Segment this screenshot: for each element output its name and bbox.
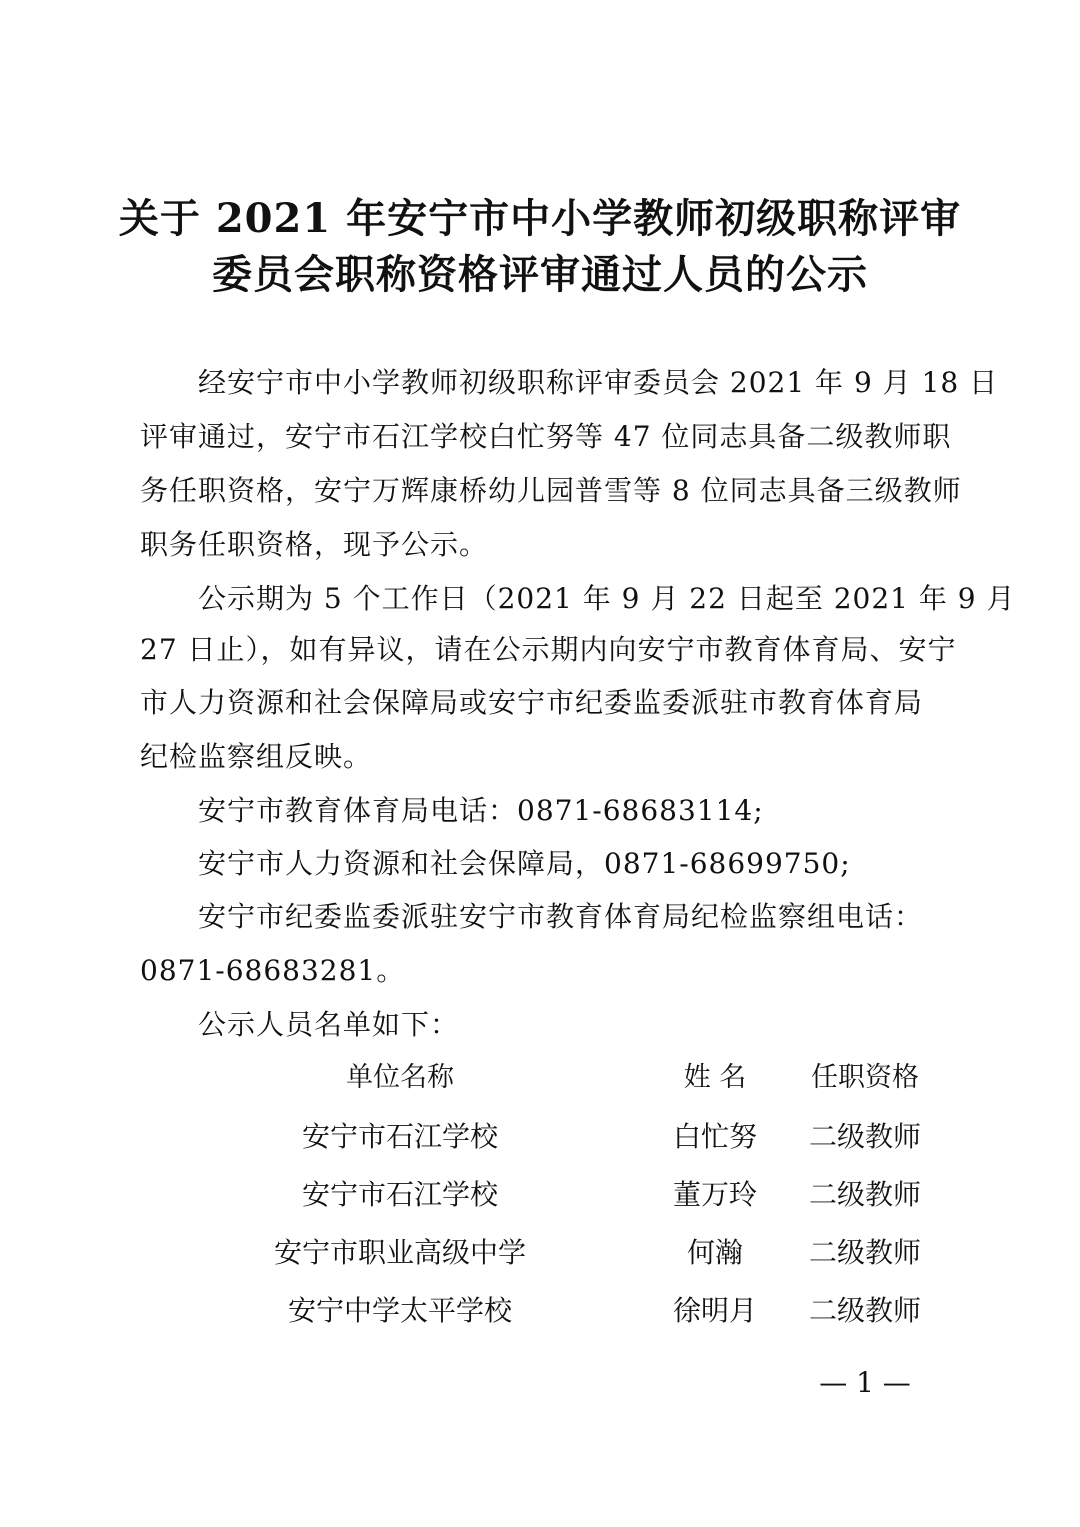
table-cell-name: 董万玲 (672, 1178, 757, 1211)
list-intro: 公示人员名单如下： (198, 1008, 460, 1041)
paragraph-2-line-1: 公示期为 5 个工作日（2021 年 9 月 22 日起至 2021 年 9 月 (198, 582, 1016, 615)
table-header-name: 姓 名 (683, 1062, 747, 1093)
paragraph-2-line-2: 27 日止），如有异议，请在公示期内向安宁市教育体育局、安宁 (140, 633, 957, 666)
paragraph-1-line-3: 务任职资格，安宁万辉康桥幼儿园普雪等 8 位同志具备三级教师 (140, 474, 962, 507)
paragraph-1-line-1: 经安宁市中小学教师初级职称评审委员会 2021 年 9 月 18 日 (198, 366, 999, 399)
table-cell-qualification: 二级教师 (808, 1120, 921, 1153)
contact-education-bureau: 安宁市教育体育局电话：0871-68683114; (198, 794, 764, 827)
table-cell-qualification: 二级教师 (808, 1294, 921, 1327)
contact-discipline-phone: 0871-68683281。 (140, 954, 406, 987)
table-cell-unit: 安宁市石江学校 (301, 1120, 498, 1153)
document-title-line-1: 关于 2021 年安宁市中小学教师初级职称评审 (118, 195, 962, 242)
paragraph-1-line-4: 职务任职资格，现予公示。 (140, 528, 489, 561)
paragraph-1-line-2: 评审通过，安宁市石江学校白忙努等 47 位同志具备二级教师职 (140, 420, 952, 453)
table-cell-qualification: 二级教师 (808, 1178, 921, 1211)
table-header-unit: 单位名称 (346, 1062, 454, 1093)
paragraph-2-line-4: 纪检监察组反映。 (140, 740, 373, 773)
table-cell-name: 徐明月 (672, 1294, 757, 1327)
table-cell-name: 白忙努 (672, 1120, 757, 1153)
contact-discipline-group: 安宁市纪委监委派驻安宁市教育体育局纪检监察组电话： (198, 900, 924, 933)
table-cell-unit: 安宁市职业高级中学 (273, 1236, 526, 1269)
paragraph-2-line-3: 市人力资源和社会保障局或安宁市纪委监委派驻市教育体育局 (140, 686, 924, 719)
table-cell-unit: 安宁中学太平学校 (287, 1294, 512, 1327)
table-cell-qualification: 二级教师 (808, 1236, 921, 1269)
contact-hr-bureau: 安宁市人力资源和社会保障局，0871-68699750; (198, 847, 851, 880)
table-header-qualification: 任职资格 (811, 1062, 919, 1093)
table-cell-unit: 安宁市石江学校 (301, 1178, 498, 1211)
table-cell-name: 何瀚 (686, 1236, 743, 1269)
page-number: — 1 — (819, 1366, 911, 1399)
document-title-line-2: 委员会职称资格评审通过人员的公示 (212, 251, 868, 298)
